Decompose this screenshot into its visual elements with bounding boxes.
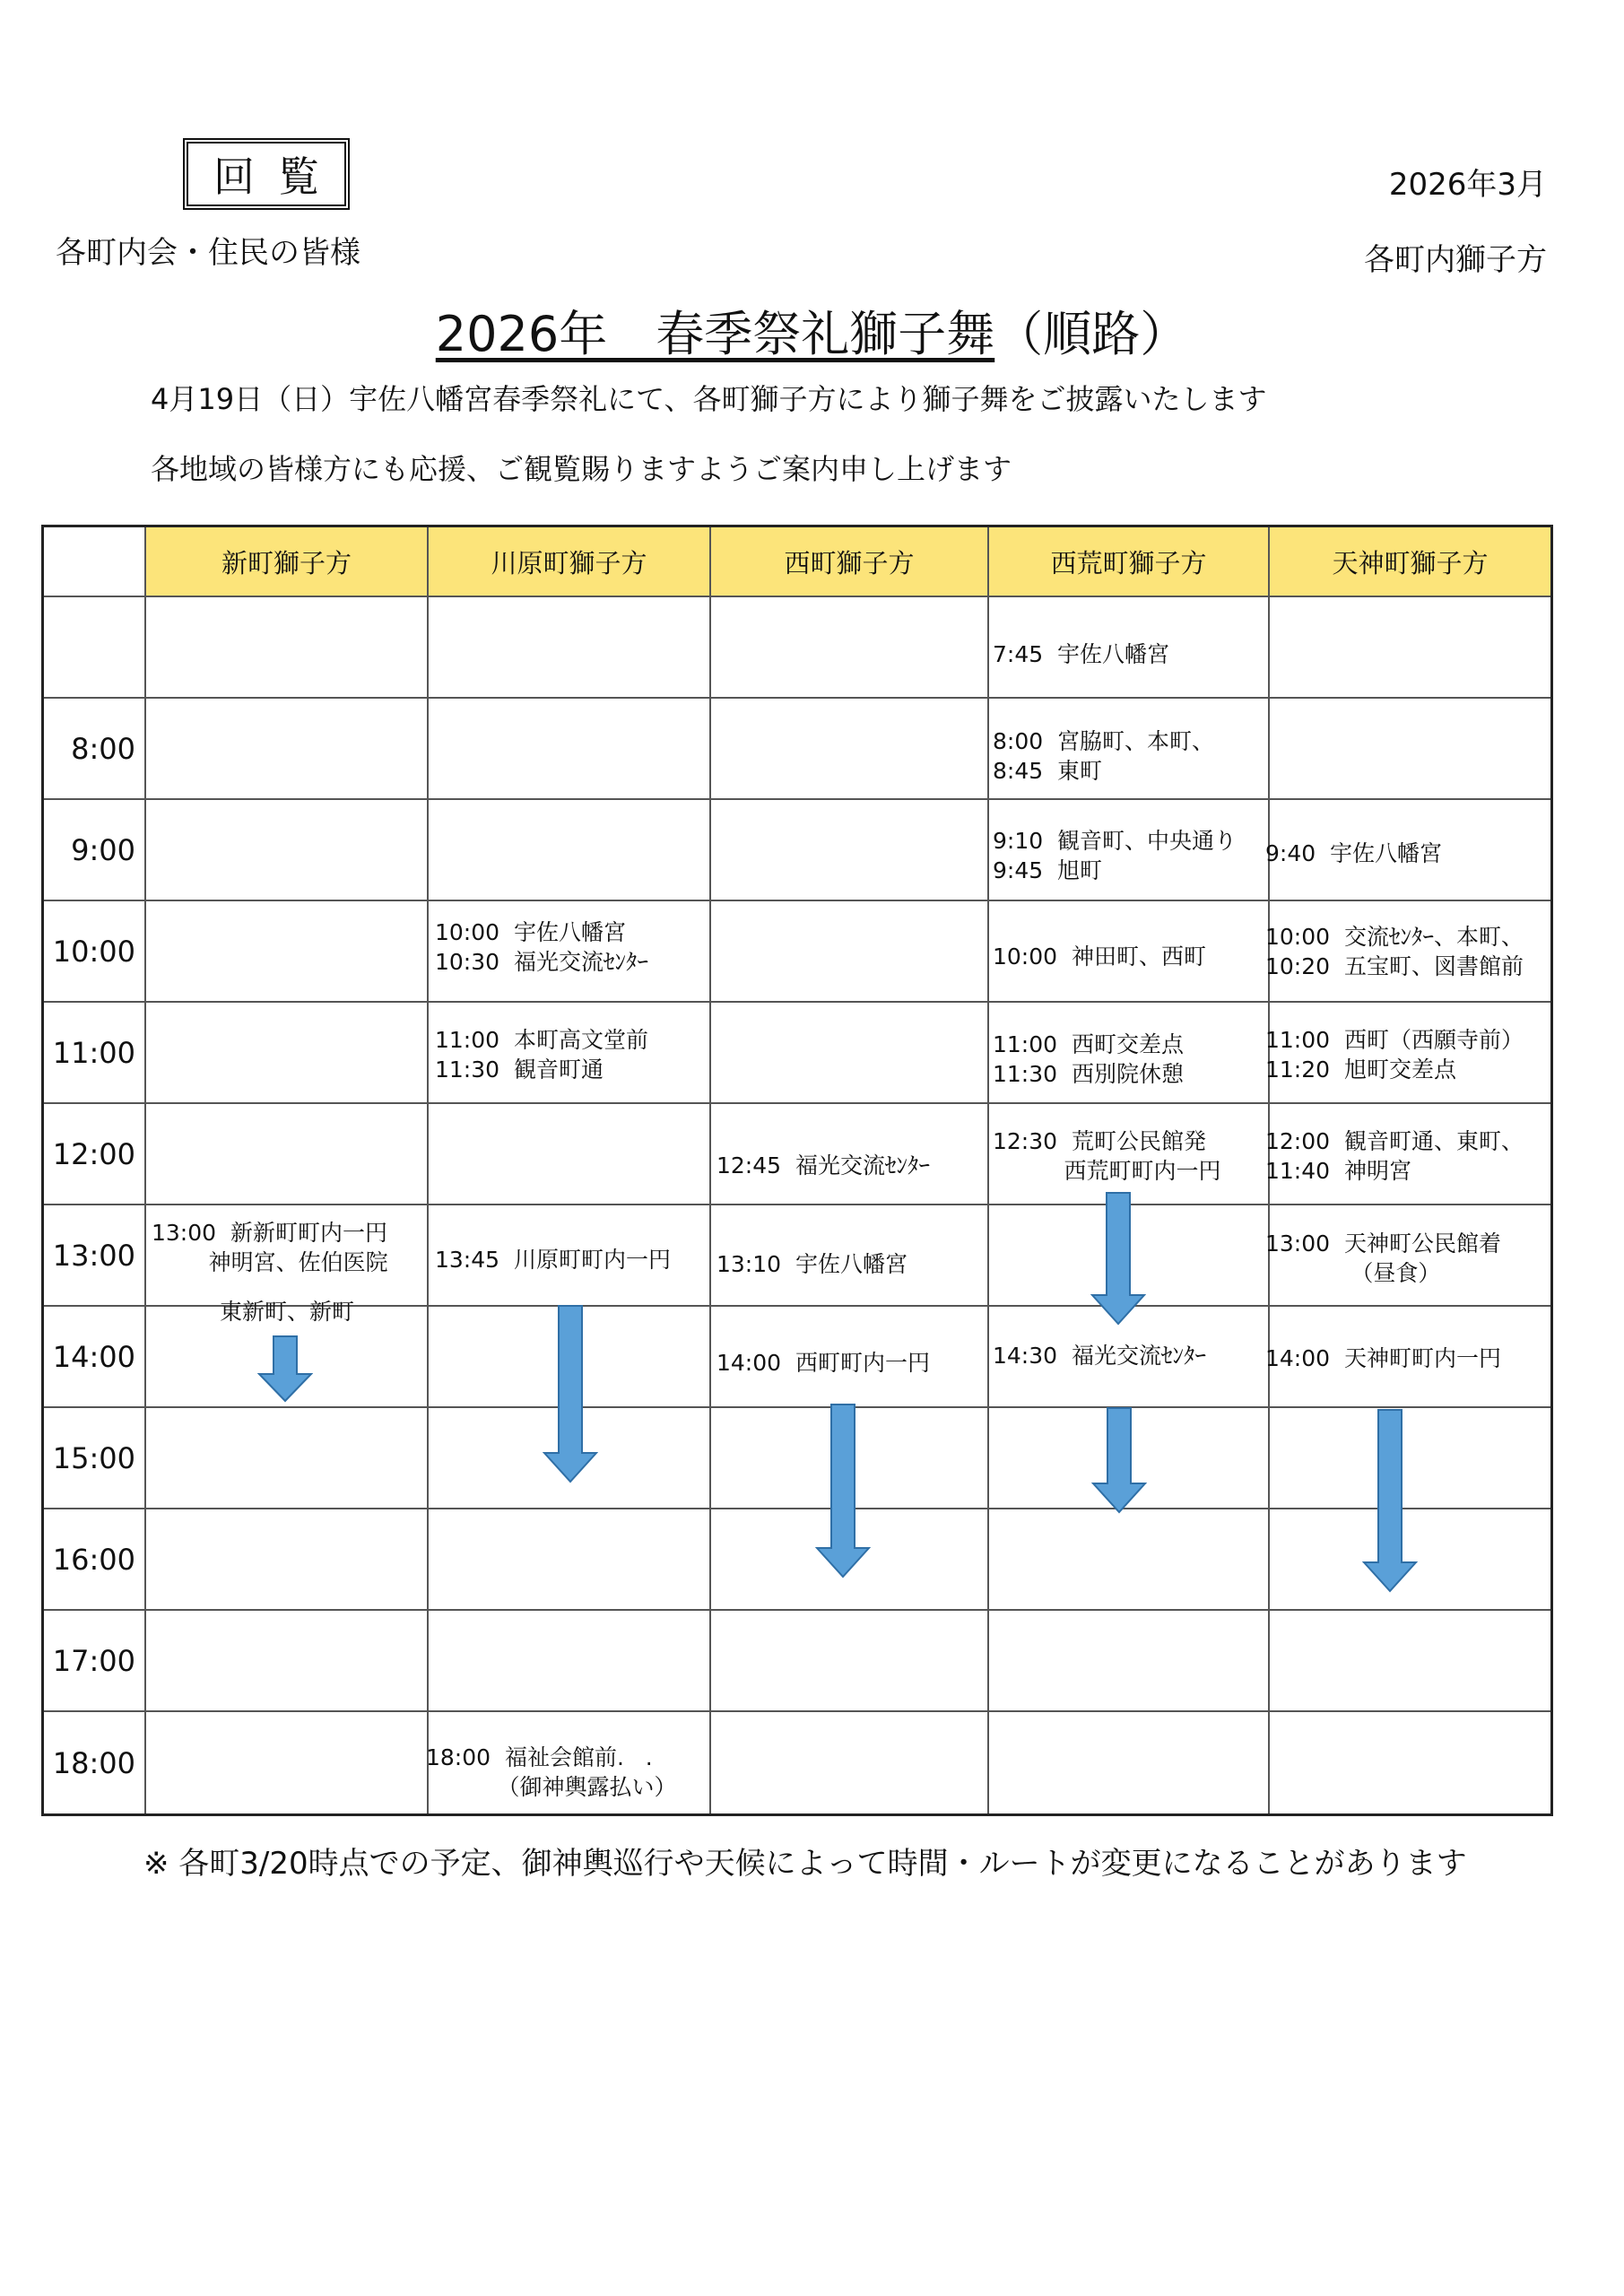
schedule-cell	[146, 1104, 429, 1205]
time-label: 12:00	[44, 1104, 146, 1205]
continue-arrow-nishimachi	[815, 1403, 871, 1578]
col-header-kawaramachi: 川原町獅子方	[429, 527, 711, 597]
entry-nishiaramachi-11: 11:00 西町交差点 11:30 西別院休憩	[993, 1031, 1184, 1087]
entry-tenjinmachi-11: 11:00 西町（西願寺前） 11:20 旭町交差点	[1265, 1027, 1524, 1083]
time-label	[44, 597, 146, 699]
schedule-table	[41, 525, 1553, 1816]
schedule-cell	[1270, 1712, 1550, 1813]
entry-nishiaramachi-12: 12:30 荒町公民館発 西荒町町内一円	[993, 1128, 1221, 1184]
schedule-cell	[711, 800, 989, 901]
schedule-cell	[429, 1611, 711, 1712]
schedule-cell	[711, 1003, 989, 1104]
schedule-cell	[429, 800, 711, 901]
schedule-cell	[711, 1712, 989, 1813]
kairan-box	[183, 138, 350, 210]
schedule-cell	[711, 597, 989, 699]
footnote: ※ 各町3/20時点での予定、御神輿巡行や天候によって時間・ルートが変更になることがあります	[143, 1846, 1467, 1882]
time-label: 16:00	[44, 1509, 146, 1611]
continue-arrow-shinmachi	[257, 1335, 313, 1403]
col-header-shinmachi: 新町獅子方	[146, 527, 429, 597]
schedule-cell	[711, 901, 989, 1003]
addressee: 各町内会・住民の皆様	[56, 235, 360, 271]
entry-nishiaramachi-745: 7:45 宇佐八幡宮	[993, 641, 1170, 667]
time-label: 13:00	[44, 1205, 146, 1307]
schedule-cell	[711, 1611, 989, 1712]
title-suffix: （順路）	[994, 306, 1189, 362]
sender: 各町内獅子方	[1364, 242, 1547, 278]
entry-nishiaramachi-8: 8:00 宮脇町、本町、 8:45 東町	[993, 728, 1215, 784]
schedule-cell	[146, 1611, 429, 1712]
entry-nishiaramachi-14: 14:30 福光交流ｾﾝﾀｰ	[993, 1343, 1206, 1369]
schedule-cell	[1270, 597, 1550, 699]
schedule-cell	[711, 699, 989, 800]
schedule-cell	[146, 1712, 429, 1813]
entry-nishiaramachi-10: 10:00 神田町、西町	[993, 944, 1206, 970]
schedule-cell	[989, 1712, 1270, 1813]
schedule-cell	[429, 1104, 711, 1205]
col-header-tenjinmachi: 天神町獅子方	[1270, 527, 1550, 597]
time-label: 18:00	[44, 1712, 146, 1813]
schedule-cell	[429, 699, 711, 800]
schedule-cell	[146, 1509, 429, 1611]
entry-kawaramachi-11: 11:00 本町高文堂前 11:30 観音町通	[435, 1027, 648, 1083]
time-label: 15:00	[44, 1408, 146, 1509]
issue-date: 2026年3月	[1388, 167, 1547, 203]
entry-nishimachi-13: 13:10 宇佐八幡宮	[716, 1251, 908, 1277]
schedule-cell	[146, 1003, 429, 1104]
schedule-cell	[429, 1509, 711, 1611]
entry-tenjinmachi-12: 12:00 観音町通、東町、 11:40 神明宮	[1265, 1128, 1524, 1184]
entry-tenjinmachi-13: 13:00 天神町公民館着 （昼食）	[1265, 1231, 1501, 1286]
entry-nishiaramachi-9: 9:10 観音町、中央通り 9:45 旭町	[993, 828, 1238, 883]
entry-tenjinmachi-9: 9:40 宇佐八幡宮	[1265, 840, 1443, 866]
col-header-nishiaramachi: 西荒町獅子方	[989, 527, 1270, 597]
schedule-cell	[429, 597, 711, 699]
continue-arrow-tenjinmachi	[1362, 1408, 1418, 1593]
schedule-cell	[146, 597, 429, 699]
time-label: 10:00	[44, 901, 146, 1003]
intro-line-2: 各地域の皆様方にも応援、ご観覧賜りますようご案内申し上げます	[151, 452, 1012, 486]
schedule-cell	[1270, 1611, 1550, 1712]
entry-nishimachi-12: 12:45 福光交流ｾﾝﾀｰ	[716, 1152, 930, 1178]
entry-shinmachi-13: 13:00 新新町町内一円 神明宮、佐伯医院	[152, 1220, 388, 1275]
entry-tenjinmachi-14: 14:00 天神町町内一円	[1265, 1345, 1501, 1371]
schedule-cell	[989, 1509, 1270, 1611]
time-label: 14:00	[44, 1307, 146, 1408]
title-main: 2026年 春季祭礼獅子舞	[435, 306, 995, 362]
corner-cell	[44, 527, 146, 597]
entry-tenjinmachi-10: 10:00 交流ｾﾝﾀｰ、本町、 10:20 五宝町、図書館前	[1265, 924, 1524, 979]
time-label: 9:00	[44, 800, 146, 901]
continue-arrow-nishiaramachi-12	[1090, 1191, 1146, 1326]
col-header-nishimachi: 西町獅子方	[711, 527, 989, 597]
schedule-cell	[146, 1408, 429, 1509]
schedule-cell	[1270, 699, 1550, 800]
schedule-cell	[146, 699, 429, 800]
continue-arrow-nishiaramachi-14	[1091, 1406, 1147, 1514]
entry-nishimachi-14: 14:00 西町町内一円	[716, 1350, 930, 1376]
page-title	[0, 296, 1624, 365]
entry-shinmachi-14: 東新町、新町	[220, 1299, 355, 1325]
schedule-cell	[146, 800, 429, 901]
schedule-cell	[989, 1611, 1270, 1712]
entry-kawaramachi-10: 10:00 宇佐八幡宮 10:30 福光交流ｾﾝﾀｰ	[435, 919, 648, 975]
time-label: 11:00	[44, 1003, 146, 1104]
time-label: 8:00	[44, 699, 146, 800]
kairan-label: 回覧	[213, 152, 343, 201]
entry-kawaramachi-18: 18:00 福祉会館前. . （御神輿露払い）	[426, 1744, 677, 1800]
continue-arrow-kawaramachi	[543, 1304, 598, 1483]
schedule-cell	[146, 901, 429, 1003]
entry-kawaramachi-13: 13:45 川原町町内一円	[435, 1247, 671, 1273]
intro-line-1: 4月19日（日）宇佐八幡宮春季祭礼にて、各町獅子方により獅子舞をご披露いたします	[151, 382, 1267, 416]
time-label: 17:00	[44, 1611, 146, 1712]
